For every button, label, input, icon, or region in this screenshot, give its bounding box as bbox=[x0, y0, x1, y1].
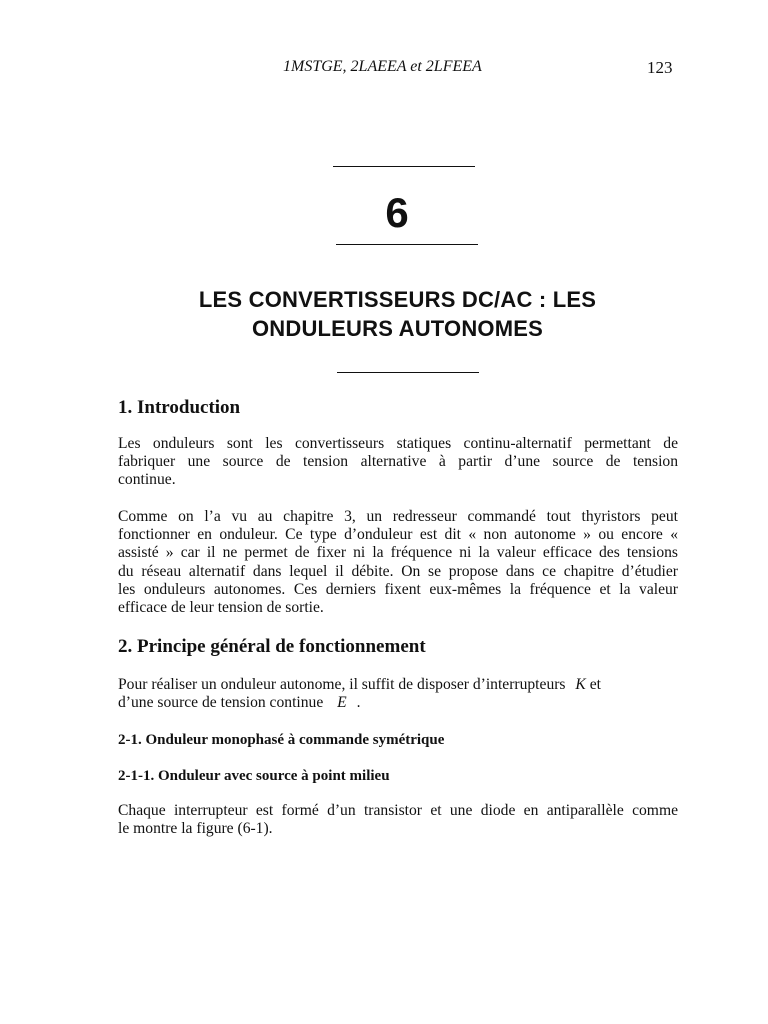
paragraph-intro-1 bbox=[118, 435, 678, 490]
chapter-rule-top bbox=[333, 166, 475, 167]
text-line: Chaque interrupteur est formé d’un transistor et une diode en antiparallèle comme bbox=[118, 802, 678, 819]
chapter-title bbox=[110, 285, 685, 343]
text-fragment: Pour réaliser un onduleur autonome, il suffit de disposer d’interrupteurs bbox=[118, 676, 566, 693]
chapter-rule-bottom bbox=[337, 372, 479, 373]
chapter-title-line-2: ONDULEURS AUTONOMES bbox=[251, 316, 544, 341]
text-line: du réseau alternatif dans lequel il débite. On se propose dans ce chapitre d’étudier bbox=[118, 562, 678, 580]
paragraph-principe bbox=[118, 676, 678, 712]
symbol-E: E bbox=[337, 694, 347, 712]
section-heading-introduction: 1. Introduction bbox=[118, 397, 241, 418]
subsection-heading-2-1: 2-1. Onduleur monophasé à commande symétrique bbox=[118, 732, 445, 748]
text-line: efficace de leur tension de sortie. bbox=[118, 599, 324, 617]
text-line bbox=[118, 694, 678, 712]
text-line: les onduleurs autonomes. Ces derniers fixent eux-mêmes la fréquence et la valeur bbox=[118, 580, 678, 598]
chapter-rule-middle bbox=[336, 244, 478, 245]
page-number: 123 bbox=[647, 58, 673, 77]
text-line bbox=[118, 676, 678, 694]
text-line: fonctionner en onduleur. Ce type d’onduleur est dit « non autonome » ou encore « bbox=[118, 526, 678, 544]
text-line: continue. bbox=[118, 471, 176, 489]
text-line: Comme on l’a vu au chapitre 3, un redresseur commandé tout thyristors peut bbox=[118, 508, 678, 525]
text-line: Les onduleurs sont les convertisseurs statiques continu-alternatif permettant de bbox=[118, 435, 678, 452]
text-fragment: et bbox=[589, 676, 601, 693]
text-fragment: d’une source de tension continue bbox=[118, 694, 324, 712]
text-line: le montre la figure (6-1). bbox=[118, 820, 273, 838]
paragraph-intro-2 bbox=[118, 508, 678, 617]
text-line: assisté » car il ne permet de fixer ni la fréquence ni la valeur efficace des tensions bbox=[118, 544, 678, 562]
chapter-title-line-1: LES CONVERTISSEURS DC/AC : LES bbox=[198, 287, 597, 312]
paragraph-interrupteur bbox=[118, 802, 678, 838]
section-heading-principe: 2. Principe général de fonctionnement bbox=[118, 636, 426, 657]
text-fragment: . bbox=[356, 694, 361, 712]
subsection-heading-2-1-1: 2-1-1. Onduleur avec source à point milieu bbox=[118, 768, 390, 784]
chapter-number: 6 bbox=[385, 189, 409, 236]
running-header-course: 1MSTGE, 2LAEEA et 2LFEEA bbox=[283, 58, 482, 75]
symbol-K: K bbox=[575, 676, 586, 693]
text-line: fabriquer une source de tension alternative à partir d’une source de tension bbox=[118, 453, 678, 471]
